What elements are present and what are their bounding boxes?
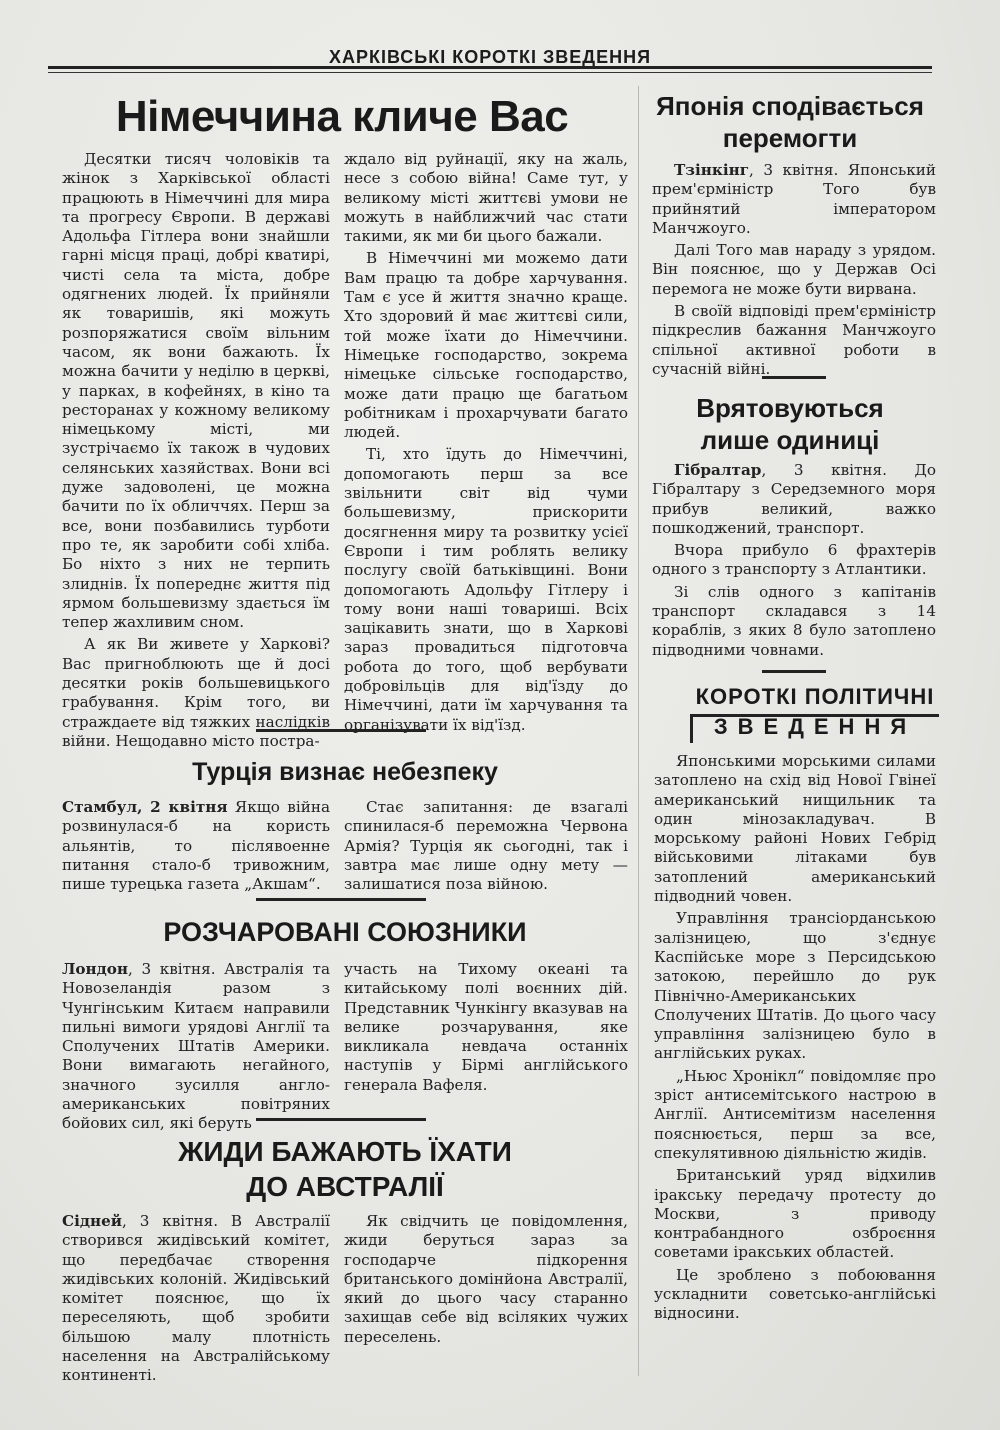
turkey-column-2 xyxy=(344,798,628,894)
germany-col2-p1: ждало від руйнації, яку на жаль, несе з собою війна! Саме тут, у великому місті життєві умови не можуть в найближчий час стати такими, як ми би цього бажали. xyxy=(344,150,628,246)
allies-column-1 xyxy=(62,960,330,1134)
allies-col1: , 3 квітня. Австралія та Новозеландія разом з Чунгінським Китаєм направили пильні вимоги урядові Англії та Сполучених Штатів Америки. Вони вимагають негайного, значного зусилля англо-американських повітряних бойових сил, які беруть xyxy=(62,960,330,1133)
jews-dateline: Сідней xyxy=(62,1212,123,1230)
allies-col2: участь на Тихому океані та китайському полі воєнних дій. Представник Чункінгу вказував на велике розчарування, яке викликала невдача останніх наступів у Бірмі англійського генерала Вафеля. xyxy=(344,960,628,1094)
turkey-col1: Якщо війна розвинулася-б на користь альянтів, то післявоенне питання стало-б тривожним, пише турецька газета „Акшам“. xyxy=(62,798,331,894)
masthead-rule-thin xyxy=(48,72,932,73)
germany-col2-p2: В Німеччині ми можемо дати Вам працю та добре харчування. Там є усе й життя значно краще. Хто здоровий й має життєві сили, той може їхати до Німеччини. Німецьке господарство, зокрема німецьке сільське господарство, може дати працю ще багатьом робітникам і прохарчувати багато людей. xyxy=(344,249,628,442)
germany-turkey-separator xyxy=(256,729,426,732)
jews-column-1 xyxy=(62,1212,330,1386)
rescued-separator xyxy=(762,670,826,673)
turkey-column-1 xyxy=(62,798,330,894)
jews-headline-line2: ДО АВСТРАЛІЇ xyxy=(246,1171,444,1202)
jews-headline-line1: ЖИДИ БАЖАЮТЬ ЇХАТИ xyxy=(178,1136,512,1167)
japan-dateline: Тзінкінг xyxy=(674,161,750,179)
brief-headline-box xyxy=(690,714,939,743)
brief-headline-line2: ЗВЕДЕННЯ xyxy=(713,714,917,739)
brief-p1: Японськими морськими силами затоплено на схід від Нової Гвінеї американський нищильник та один мінозакладувач. В морському районі Нових Гебрід військовими літаками був затоплений американський підводний човен. xyxy=(654,752,936,906)
masthead-rule xyxy=(48,66,932,69)
rescued-headline-line2: лише одиниці xyxy=(700,425,880,455)
jews-column-2 xyxy=(344,1212,628,1347)
rescued-headline xyxy=(640,392,940,456)
turkey-dateline: Стамбул, 2 квітня xyxy=(62,798,228,816)
allies-headline: РОЗЧАРОВАНІ СОЮЗНИКИ xyxy=(163,917,527,947)
allies-jews-separator xyxy=(256,1118,426,1121)
jews-headline xyxy=(62,1134,628,1204)
rescued-p2: Вчора прибуло 6 фрахтерів одного з транспорту з Атлантики. xyxy=(652,541,936,579)
germany-column-1 xyxy=(62,150,330,751)
brief-headline-line1: КОРОТКІ ПОЛІТИЧНІ xyxy=(695,684,935,709)
jews-col1: , 3 квітня. В Австралії створився жидівський комітет, що передбачає створення жидівських колоній. Жидівський комітет пояснює, що їх переселяють, щоб зробити більшою малу плотність населення на Австралійському континенті. xyxy=(62,1212,330,1385)
rescued-dateline: Гібралтар xyxy=(674,461,762,479)
rescued-body xyxy=(652,461,936,660)
masthead-title: ХАРКІВСЬКІ КОРОТКІ ЗВЕДЕННЯ xyxy=(328,47,652,67)
column-divider xyxy=(638,86,639,1376)
turkey-col2: Стає запитання: де взагалі спинилася-б переможна Червона Армія? Турція як сьогодні, так і завтра має лише одну мету — залишатися поза війною. xyxy=(344,798,628,894)
japan-headline xyxy=(640,90,940,154)
brief-p5: Це зроблено з побоювання ускладнити советсько-англійські відносини. xyxy=(654,1265,936,1323)
rescued-p1: , 3 квітня. До Гібралтару з Середземного моря прибув великий, важко пошкоджений, транспорт. xyxy=(652,461,936,537)
japan-separator xyxy=(762,376,826,379)
japan-p1: , 3 квітня. Японський прем'єрміністр Того був прийнятий імператором Манчжоуго. xyxy=(652,161,936,237)
japan-headline-line1: Японія сподівається xyxy=(656,91,924,121)
germany-headline: Німеччина кличе Вас xyxy=(115,92,569,141)
jews-col2: Як свідчить це повідомлення, жиди беруться зараз за господарче підкорення британського домінйона Австралії, який до цього часу старанно захищав себе від всіляких чужих переселень. xyxy=(344,1212,628,1346)
allies-column-2 xyxy=(344,960,628,1095)
brief-p4: Британський уряд відхилив іракську передачу протесту до Москви, з приводу контрабандного озброєння советами іракських областей. xyxy=(654,1166,936,1262)
brief-body xyxy=(654,752,936,1324)
rescued-p3: Зі слів одного з капітанів транспорт складався з 14 кораблів, з яких 8 було затоплено підводними човнами. xyxy=(652,582,936,659)
allies-dateline: Лондон xyxy=(62,960,129,978)
rescued-headline-line1: Врятовуються xyxy=(696,393,884,423)
turkey-headline: Турція визнає небезпеку xyxy=(192,758,498,786)
germany-col1-p2: А як Ви живете у Харкові? Вас пригноблюють ще й досі десятки років большевицького грабування. Крім того, ви страждаете від тяжких наслідків війни. Нещодавно місто постра- xyxy=(62,635,330,750)
germany-col2-p3: Ті, хто їдуть до Німеччині, допомогають перш за все звільнити світ від чуми большевизму, прискорити досягнення миру та розвитку усієї Європи і тим роблять велику послугу своїй батьківщині. Вони допомогають Адольфу Гітлеру і тому вони наші товариші. Всіх зацікавить знати, що в Харкові зараз провадиться підготовча робота до того, щоб вербувати добровільців для від'їзду до Німеччині, дати їм харчування та організувати їх від'їзд. xyxy=(344,445,628,734)
brief-p2: Управління трансіорданською залізницею, що з'єднує Каспійське море з Персидською затокою, перейшло до рук Північно-Американських Сполучених Штатів. До цього часу управління залізницею було в англійських руках. xyxy=(654,909,936,1063)
japan-p2: Далі Того мав нараду з урядом. Він пояснює, що у Держав Осі перемога не може бути вирвана. xyxy=(652,241,936,298)
japan-p3: В своїй відповіді прем'єрміністр підкреслив бажання Манчжоуго спільної активної роботи в сучасній війні. xyxy=(652,302,936,378)
germany-col1-p1: Десятки тисяч чоловіків та жінок з Харківської області працюють в Німеччині для мира та прогресу Європи. В державі Адольфа Гітлера вони знайшли гарні місця праці, добрі кватирі, чисті села та міста, добре одягнених людей. Їх прийняли як товаришів, які можуть розпоряжатися своїм вільним часом, як вони бажають. Їх можна бачити у неділю в церкві, у парках, в кофейнях, в кіно та ресторанах у кожному великому німецькому місті, ми зустрічаємо їх також в чудових селянських хазяйствах. Вони всі дуже задоволені, це можна бачити по їх обличчях. Перш за все, вони позбавились турботи про те, як заробити собі хліба. Бо ніхто з них не терпить злиднів. Їх попереднє життя під ярмом большевизму здається їм тепер жахливим сном. xyxy=(62,150,330,632)
japan-headline-line2: перемогти xyxy=(722,123,858,153)
japan-body xyxy=(652,161,936,379)
germany-column-2 xyxy=(344,150,628,735)
turkey-allies-separator xyxy=(256,898,426,901)
brief-p3: „Ньюс Хронікл“ повідомляє про зріст антисемітського настрою в Англії. Антисемітизм населення пояснюється, перш за все, спекулятивною діяльністю жидів. xyxy=(654,1066,936,1162)
